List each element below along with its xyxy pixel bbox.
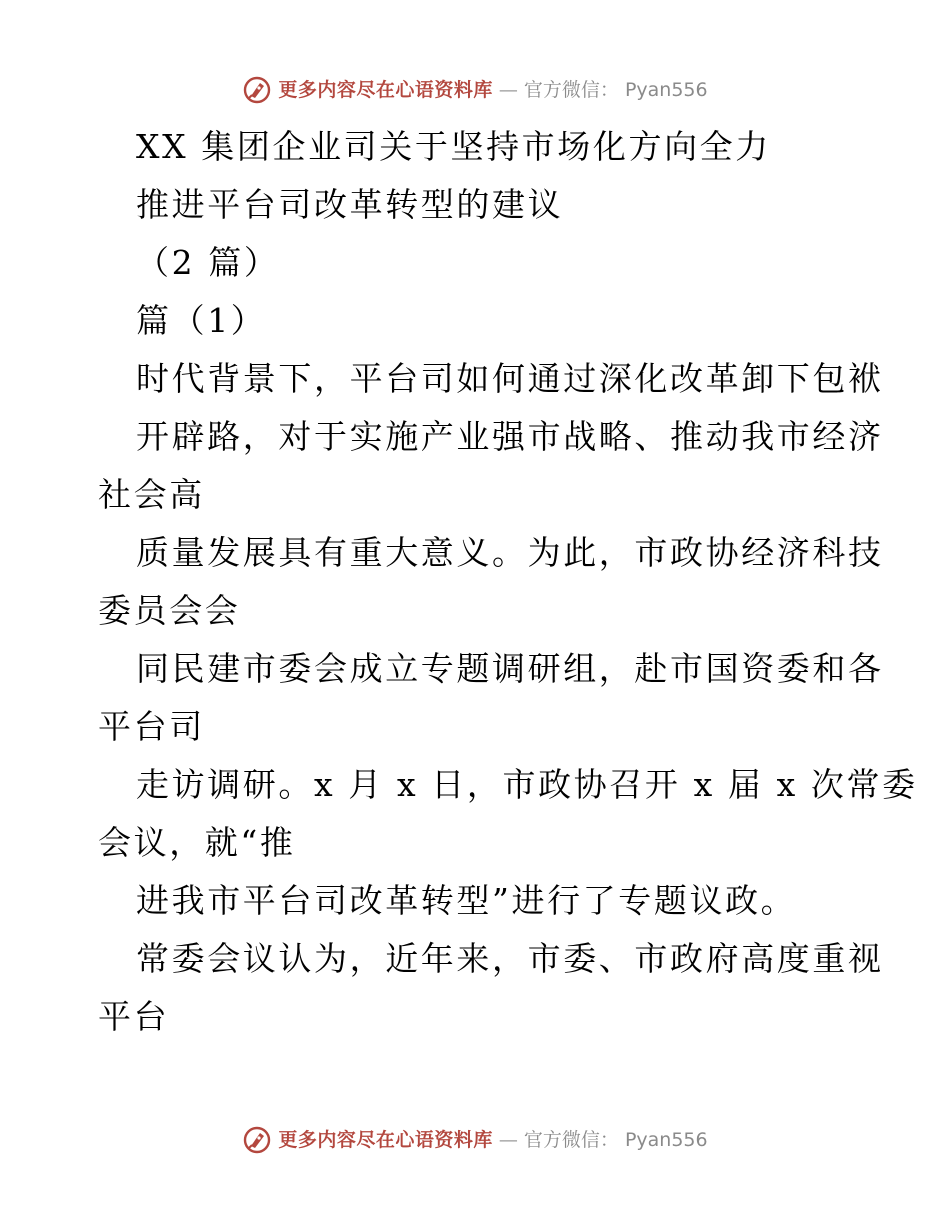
body-line: 委员会会 (98, 591, 241, 630)
body-line: 常委会议认为，近年来，市委、市政府高度重视 (136, 939, 884, 978)
pen-nib-circle-icon (242, 75, 272, 105)
pen-nib-circle-icon (242, 1125, 272, 1155)
body-line: 平台司 (98, 707, 205, 746)
footer-watermark (0, 1125, 950, 1155)
body-line: 平台 (98, 997, 170, 1036)
watermark-separator: — (498, 1129, 518, 1151)
body-line: 走访调研。x 月 x 日，市政协召开 x 届 x 次常委 (136, 765, 918, 804)
body-line: 社会高 (98, 475, 205, 514)
watermark-label: 官方微信： (523, 1129, 619, 1151)
header-watermark (0, 75, 950, 105)
watermark-label: 官方微信： (523, 79, 619, 101)
body-line: 篇（1） (136, 301, 267, 340)
body-line: 开辟路，对于实施产业强市战略、推动我市经济 (136, 417, 884, 456)
watermark-id: Pyan556 (624, 79, 708, 101)
watermark-id: Pyan556 (624, 1129, 708, 1151)
body-line: 质量发展具有重大意义。为此，市政协经济科技 (136, 533, 884, 572)
watermark-text: 更多内容尽在心语资料库 (278, 1129, 493, 1151)
body-line: 推进平台司改革转型的建议 (136, 185, 564, 224)
watermark-text: 更多内容尽在心语资料库 (278, 79, 493, 101)
watermark-separator: — (498, 79, 518, 101)
body-line: 进我市平台司改革转型”进行了专题议政。 (136, 881, 797, 920)
body-line: 时代背景下，平台司如何通过深化改革卸下包袱 (136, 359, 884, 398)
body-line: 同民建市委会成立专题调研组，赴市国资委和各 (136, 649, 884, 688)
body-line: 会议，就“推 (98, 823, 296, 862)
body-line: XX 集团企业司关于坚持市场化方向全力 (136, 127, 771, 166)
body-line: （2 篇） (136, 243, 280, 282)
document-body (98, 118, 918, 1046)
